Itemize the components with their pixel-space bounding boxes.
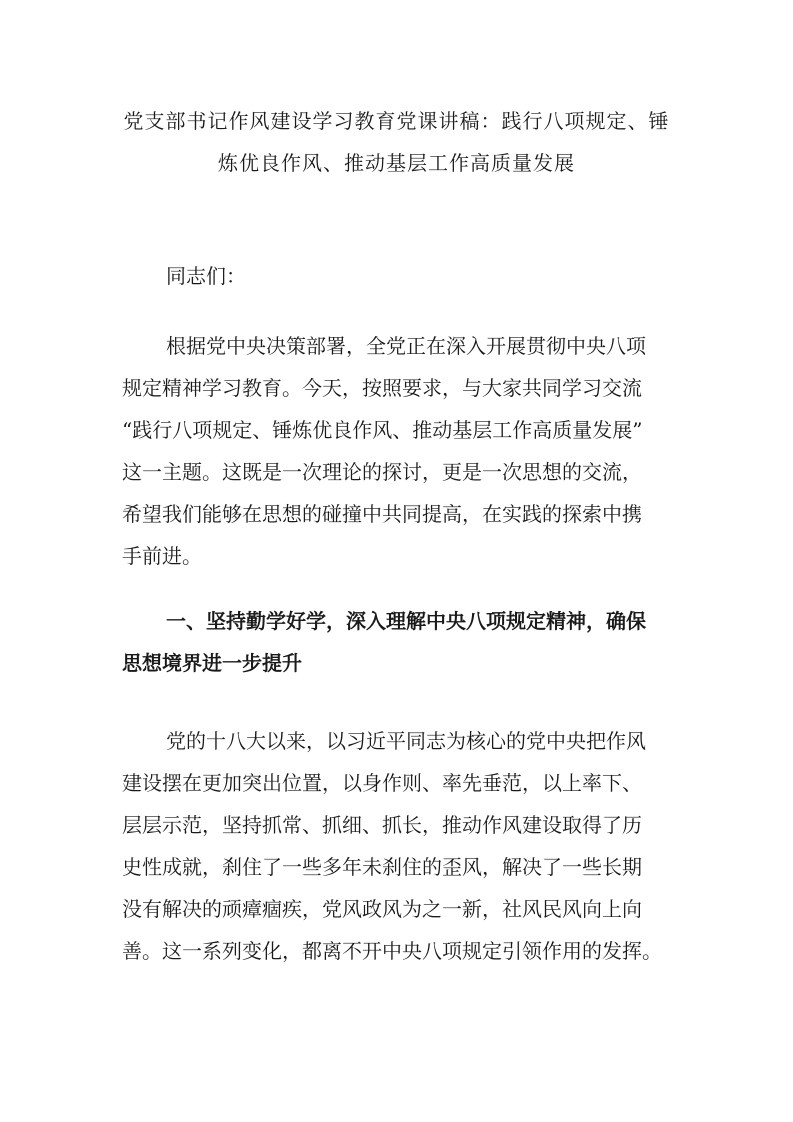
salutation (122, 255, 682, 297)
section-para-line: 党的十八大以来，以习近平同志为核心的党中央把作风 (166, 729, 646, 753)
title-line-1: 党支部书记作风建设学习教育党课讲稿：践行八项规定、锤 (123, 109, 670, 133)
salutation-text: 同志们： (166, 264, 246, 288)
intro-line: 这一主题。这既是一次理论的探讨，更是一次思想的交流， (122, 460, 642, 484)
document-title (100, 100, 693, 184)
title-line-2: 炼优良作风、推动基层工作高质量发展 (218, 151, 575, 175)
section-para-line: 善。这一系列变化，都离不开中央八项规定引领作用的发挥。 (122, 939, 662, 963)
intro-line: 根据党中央决策部署，全党正在深入开展贯彻中央八项 (166, 334, 646, 358)
section-para-line: 没有解决的顽瘴痼疾，党风政风为之一新，社风民风向上向 (122, 897, 642, 921)
intro-line: “践行八项规定、锤炼优良作风、推动基层工作高质量发展” (122, 418, 643, 442)
section-para-line: 史性成就，刹住了一些多年未刹住的歪风，解决了一些长期 (122, 855, 642, 879)
section-heading-line: 思想境界进一步提升 (122, 651, 302, 675)
section-1-heading (122, 600, 682, 684)
intro-line: 希望我们能够在思想的碰撞中共同提高，在实践的探索中携 (122, 502, 642, 526)
section-para-line: 层层示范，坚持抓常、抓细、抓长，推动作风建设取得了历 (122, 813, 642, 837)
intro-line: 规定精神学习教育。今天，按照要求，与大家共同学习交流 (122, 376, 642, 400)
section-para-line: 建设摆在更加突出位置，以身作则、率先垂范，以上率下、 (122, 771, 642, 795)
section-1-paragraph (122, 720, 682, 972)
section-heading-line: 一、坚持勤学好学，深入理解中央八项规定精神，确保 (166, 609, 646, 633)
intro-paragraph (122, 325, 682, 577)
intro-line: 手前进。 (122, 544, 202, 568)
